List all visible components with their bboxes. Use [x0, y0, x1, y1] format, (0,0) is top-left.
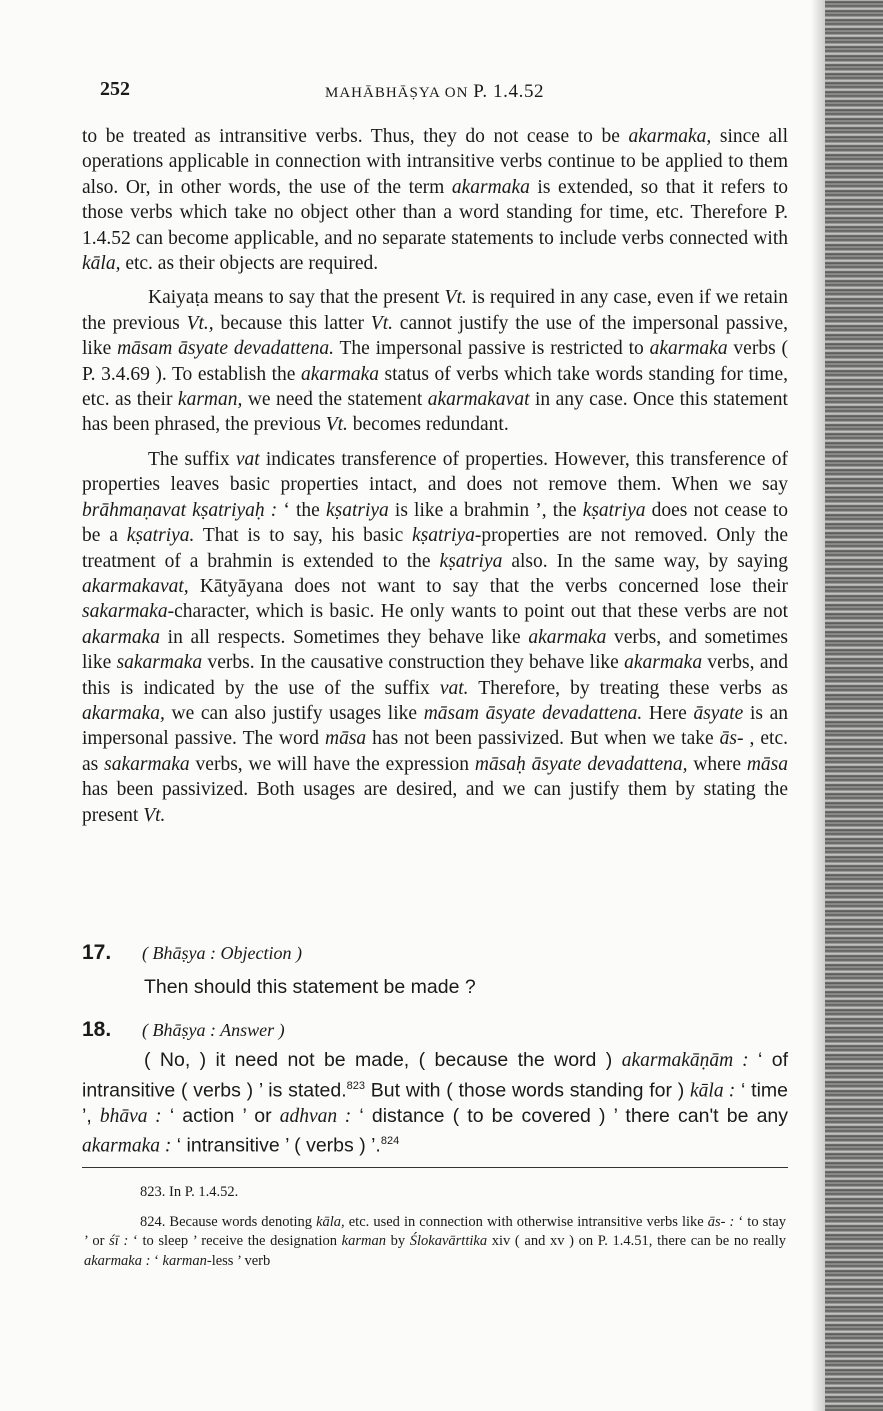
section-18 [82, 1018, 788, 1159]
page-header [100, 78, 790, 108]
paragraph-3: The suffix vat indicates transference of properties. However, this transference of properties leaves basic properties intact, and does not remove them. When we say brāhmaṇavat kṣatriyaḥ : ‘ the kṣatriya is like a brahmin ’, the kṣatriya does not cease to be a kṣatriya. That is to say, his basic kṣatriya-properties are not removed. Only the treatment of a brahmin is extended to the kṣatriya also. In the same way, by saying akarmakavat, Kātyāyana does not want to say that the verbs concerned lose their sakarmaka-character, which is basic. He only wants to point out that these verbs are not akarmaka in all respects. Sometimes they behave like akarmaka verbs, and sometimes like sakarmaka verbs. In the causative construction they behave like akarmaka verbs, and this is indicated by the use of the suffix vat. Therefore, by treating these verbs as akarmaka, we can also justify usages like māsam āsyate devadattena. Here āsyate is an impersonal passive. The word māsa has not been passivized. But when we take ās- , etc. as sakarmaka verbs, we will have the expression māsaḥ āsyate devadattena, where māsa has been passivized. Both usages are desired, and we can justify them by stating the present Vt. [82, 448, 789, 826]
paragraph-2: Kaiyaṭa means to say that the present Vt. is required in any case, even if we retain the previous Vt., because this latter Vt. cannot justify the use of the impersonal passive, like māsam āsyate devadattena. The impersonal passive is restricted to akarmaka verbs ( P. 3.4.69 ). To establish the akarmaka status of verbs which take words standing for time, etc. as their karman, we need the statement akarmakavat in any case. Once this statement has been phrased, the previous Vt. becomes redundant. [82, 287, 789, 436]
footnotes [84, 1180, 786, 1271]
section-18-label: ( Bhāṣya : Answer ) [142, 1020, 285, 1040]
footnote-ref-824[interactable]: 824 [380, 1135, 400, 1147]
section-17-text: Then should this statement be made ? [144, 976, 476, 998]
section-18-text: ( No, ) it need not be made, ( because the word ) akarmakāṇām : ‘ of intransitive ( verbs ) ’ is stated.$^{823}$ But with ( those words standing for ) kāla : ‘ time ’, bhāva : ‘ action ’ or adhvan : ‘ distance ( to be covered ) ’ there can't be any akarmaka : ‘ intransitive ’ ( verbs ) ’.$^{824}$ [82, 1049, 789, 1157]
running-title-ref: P. 1.4.52 [473, 81, 545, 102]
section-18-heading [82, 1018, 788, 1042]
footnote-823: 823. In P. 1.4.52. [140, 1184, 239, 1200]
running-title [325, 81, 544, 103]
section-17-label: ( Bhāṣya : Objection ) [142, 943, 302, 963]
book-binding-edge [825, 0, 883, 1411]
running-title-work: MAHĀBHĀṢYA ON [325, 85, 469, 101]
scan-shadow [811, 0, 825, 1411]
section-17-number: 17. [82, 941, 112, 964]
section-17-heading [82, 941, 788, 965]
section-17 [82, 941, 788, 1001]
section-18-number: 18. [82, 1018, 112, 1041]
footnote-ref-823[interactable]: 823 [346, 1079, 366, 1092]
footnote-divider [82, 1167, 788, 1168]
paragraph-1: to be treated as intransitive verbs. Thus, they do not cease to be akarmaka, since all operations applicable in connection with intransitive verbs continue to be applied to them also. Or, in other words, the use of the term akarmaka is extended, so that it refers to those verbs which take no object other than a word standing for time, etc. Therefore P. 1.4.52 can become applicable, and no separate statements to include verbs connected with kāla, etc. as their objects are required. [82, 126, 788, 275]
footnote-824: 824. Because words denoting kāla, etc. used in connection with otherwise intransitive verbs like ās- : ‘ to stay ’ or śī : ‘ to sleep ’ receive the designation karman by Ślokavārttika xiv ( and xv ) on P. 1.4.51, there can be no really akarmaka : ‘ karman-less ’ verb [84, 1213, 786, 1269]
page-number: 252 [100, 78, 130, 100]
main-text [82, 124, 788, 828]
